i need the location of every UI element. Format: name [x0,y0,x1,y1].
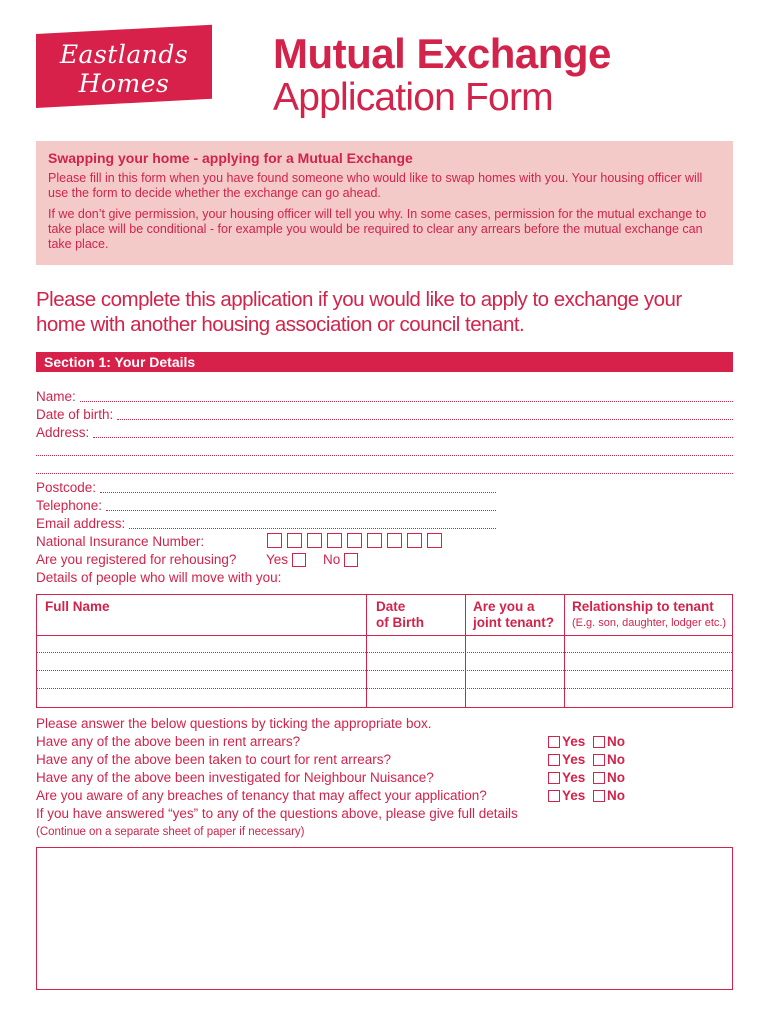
question-2: Have any of the above been taken to court for rent arrears? [36,752,391,767]
rehousing-no-option[interactable] [323,551,358,569]
dob-label: Date of birth: [36,407,114,422]
question-1-yes-checkbox[interactable] [548,736,560,748]
question-4-options [548,787,625,805]
no-label: No [607,788,626,803]
table-row[interactable] [37,670,732,671]
page-subtitle: Application Form [273,76,553,119]
question-4-no-checkbox[interactable] [593,790,605,802]
col-relationship-hint: (E.g. son, daughter, lodger etc.) [572,617,727,629]
col-relationship [572,599,726,631]
address-label: Address: [36,425,90,440]
followup-text: If you have answered “yes” to any of the questions above, please give full details [36,806,518,821]
question-4: Are you aware of any breaches of tenancy that may affect your application? [36,788,487,803]
intro-heading: Swapping your home - applying for a Mutual Exchange [48,150,413,166]
section-1-header: Section 1: Your Details [36,352,733,372]
ni-box-2[interactable] [287,533,302,548]
rehousing-yes-checkbox[interactable] [292,553,306,567]
logo [36,40,212,98]
col-date-of-birth [376,599,424,631]
postcode-label: Postcode: [36,480,97,495]
lead-text: Please complete this application if you would like to apply to exchange your home with another housing association or council tenant. [36,288,682,336]
telephone-label: Telephone: [36,498,103,513]
question-1-no-checkbox[interactable] [593,736,605,748]
yes-label: Yes [562,770,586,785]
rehousing-label: Are you registered for rehousing? [36,552,237,567]
question-2-no-checkbox[interactable] [593,754,605,766]
continue-note: (Continue on a separate sheet of paper if necessary) [36,826,305,838]
question-3-yes-checkbox[interactable] [548,772,560,784]
rehousing-yes-label: Yes [266,552,289,567]
address-line-3[interactable] [36,473,733,474]
rehousing-no-checkbox[interactable] [344,553,358,567]
name-label: Name: [36,389,76,404]
address-field[interactable] [36,424,733,442]
question-1-options [548,733,625,751]
no-label: No [607,752,626,767]
address-line-2[interactable] [36,455,733,456]
page-title: Mutual Exchange [273,30,611,77]
no-label: No [607,770,626,785]
details-textarea[interactable] [36,847,733,990]
question-3-no-checkbox[interactable] [593,772,605,784]
telephone-field[interactable] [36,497,496,515]
name-field[interactable] [36,388,733,406]
table-row[interactable] [37,688,732,689]
ni-box-5[interactable] [347,533,362,548]
people-label: Details of people who will move with you: [36,570,282,585]
question-3: Have any of the above been investigated for Neighbour Nuisance? [36,770,434,785]
question-4-yes-checkbox[interactable] [548,790,560,802]
col-joint-line2: joint tenant? [473,615,554,630]
col-relationship-title: Relationship to tenant [572,599,714,614]
intro-para-1: Please fill in this form when you have found someone who would like to swap homes with you. Your housing officer will use the form to decide whether the exchange can go ahead. [48,171,703,200]
col-joint-line1: Are you a [473,599,535,614]
question-3-options [548,769,625,787]
email-label: Email address: [36,516,126,531]
col-joint-tenant [473,599,554,631]
col-dob-line1: Date [376,599,406,614]
ni-box-8[interactable] [407,533,422,548]
email-field[interactable] [36,515,496,533]
ni-box-7[interactable] [387,533,402,548]
ni-box-9[interactable] [427,533,442,548]
col-dob-line2: of Birth [376,615,424,630]
intro-para-2: If we don’t give permission, your housing officer will tell you why. In some cases, permission for the mutual exchange to take place will be conditional - for example you would be required to clear any arrears before the mutual exchange can take place. [48,207,707,251]
ni-box-4[interactable] [327,533,342,548]
postcode-field[interactable] [36,479,496,497]
dob-field[interactable] [36,406,733,424]
question-2-options [548,751,625,769]
ni-box-6[interactable] [367,533,382,548]
rehousing-yes-option[interactable] [266,551,306,569]
col-full-name: Full Name [45,599,110,614]
yes-label: Yes [562,734,586,749]
ni-box-1[interactable] [267,533,282,548]
question-2-yes-checkbox[interactable] [548,754,560,766]
ni-label: National Insurance Number: [36,534,205,549]
intro-box [36,141,733,265]
yes-label: Yes [562,752,586,767]
yes-label: Yes [562,788,586,803]
rehousing-no-label: No [323,552,341,567]
people-table [36,594,733,708]
logo-line2: Homes [78,69,170,98]
question-1: Have any of the above been in rent arrears? [36,734,301,749]
no-label: No [607,734,626,749]
table-row[interactable] [37,652,732,653]
questions-instruction: Please answer the below questions by ticking the appropriate box. [36,716,432,731]
ni-box-3[interactable] [307,533,322,548]
logo-line1: Eastlands [59,40,189,69]
